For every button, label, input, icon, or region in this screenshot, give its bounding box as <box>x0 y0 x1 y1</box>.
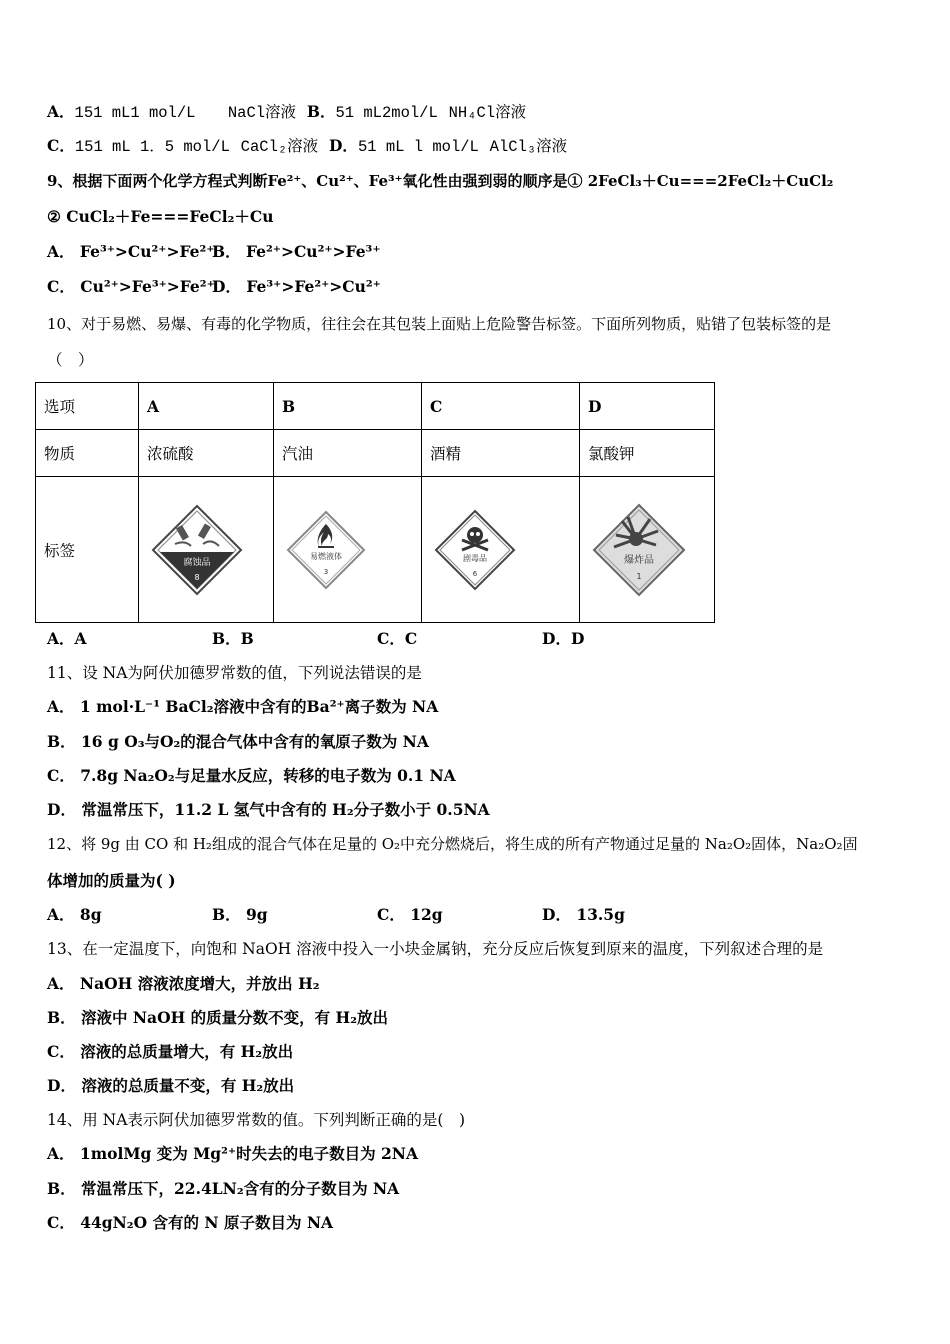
q9-option-a: A． Fe³⁺>Cu²⁺>Fe²⁺ <box>47 242 215 261</box>
table-cell: C <box>422 383 580 430</box>
q13-stem: 13、在一定温度下，向饱和 NaOH 溶液中投入一小块金属钠，充分反应后恢复到原来的温度，下列叙述合理的是 <box>47 940 824 958</box>
q9-stem: 9、根据下面两个化学方程式判断Fe²⁺、Cu²⁺、Fe³⁺氧化性由强到弱的顺序是① 2FeCl₃＋Cu===2FeCl₂＋CuCl₂ <box>47 172 834 190</box>
q8-option-a-text: 151 mL1 mol/L <box>74 104 196 122</box>
table-cell <box>139 477 274 623</box>
q8-option-c-letter: C． <box>47 136 75 155</box>
q8-option-a-letter: A． <box>47 102 75 121</box>
q9-option-row-cd <box>47 276 381 298</box>
q8-option-c-solution: CaCl₂溶液 <box>240 138 319 156</box>
q10-options <box>47 628 584 650</box>
table-cell: 选项 <box>36 383 139 430</box>
q14-stem: 14、用 NA表示阿伏加德罗常数的值。下列判断正确的是( ) <box>47 1111 466 1129</box>
q10-stem: 10、对于易燃、易爆、有毒的化学物质，往往会在其包装上面贴上危险警告标签。下面所列物质，贴错了包装标签的是 <box>47 315 832 333</box>
flammable-liquid-sign-icon <box>286 510 366 590</box>
q8-option-b-solution: NH₄Cl溶液 <box>448 104 527 122</box>
table-cell: 物质 <box>36 430 139 477</box>
table-row <box>36 430 715 477</box>
table-cell: A <box>139 383 274 430</box>
sign-number: 6 <box>472 569 478 578</box>
q14-option-a: A． 1molMg 变为 Mg²⁺时失去的电子数目为 2NA <box>47 1144 418 1163</box>
q11-option-a: A． 1 mol·L⁻¹ BaCl₂溶液中含有的Ba²⁺离子数为 NA <box>47 697 439 716</box>
q8-option-d-letter: D． <box>328 136 358 155</box>
q9-stem-line2: ② CuCl₂＋Fe===FeCl₂＋Cu <box>47 207 274 226</box>
q12-option-c: C． 12g <box>377 905 443 924</box>
q8-option-d-text: 51 mL l mol/L <box>357 138 479 156</box>
table-cell: 汽油 <box>274 430 422 477</box>
table-cell: D <box>580 383 715 430</box>
q13-option-d: D． 溶液的总质量不变，有 H₂放出 <box>47 1076 295 1095</box>
sign-number: 1 <box>636 571 642 581</box>
q10-option-a: A．A <box>47 629 87 648</box>
q10-table <box>35 382 715 623</box>
sign-text: 爆炸品 <box>624 554 654 566</box>
q12-options <box>47 904 625 926</box>
table-cell <box>422 477 580 623</box>
q14-option-c: C． 44gN₂O 含有的 N 原子数目为 NA <box>47 1213 334 1232</box>
sign-text: 腐蚀品 <box>183 557 211 568</box>
table-cell <box>274 477 422 623</box>
q12-option-a: A． 8g <box>47 905 102 924</box>
q8-option-b-text: 51 mL2mol/L <box>335 104 438 122</box>
table-cell: 标签 <box>36 477 139 623</box>
table-cell <box>580 477 715 623</box>
q14-option-b: B． 常温常压下，22.4LN₂含有的分子数目为 NA <box>47 1179 400 1198</box>
q9-option-c: C． Cu²⁺>Fe³⁺>Fe²⁺ <box>47 277 215 296</box>
q8-option-d-solution: AlCl₃溶液 <box>489 138 568 156</box>
table-row <box>36 477 715 623</box>
q9-option-row-ab <box>47 241 381 263</box>
q12-option-d: D． 13.5g <box>542 905 625 924</box>
q9-option-b: B． Fe²⁺>Cu²⁺>Fe³⁺ <box>212 242 381 261</box>
q12-stem: 12、将 9g 由 CO 和 H₂组成的混合气体在足量的 O₂中充分燃烧后，将生成的所有产物通过足量的 Na₂O₂固体，Na₂O₂固 <box>47 835 858 853</box>
q10-option-d: D．D <box>542 629 585 648</box>
q11-option-c: C． 7.8g Na₂O₂与足量水反应，转移的电子数为 0.1 NA <box>47 766 456 785</box>
table-cell: 酒精 <box>422 430 580 477</box>
sign-number: 8 <box>194 572 200 582</box>
q10-option-b: B．B <box>212 629 254 648</box>
q8-option-row-ab <box>47 101 526 124</box>
q9-option-d: D． Fe³⁺>Fe²⁺>Cu²⁺ <box>212 277 381 296</box>
q10-option-c: C．C <box>377 629 418 648</box>
q12-stem-line2: 体增加的质量为( ) <box>47 871 176 890</box>
q8-option-row-cd <box>47 135 567 158</box>
table-cell: 氯酸钾 <box>580 430 715 477</box>
q8-option-a-solution: NaCl溶液 <box>227 104 297 122</box>
q12-option-b: B． 9g <box>212 905 268 924</box>
q10-paren: （ ） <box>47 351 94 369</box>
sign-number: 3 <box>323 567 329 576</box>
corrosive-sign-icon <box>151 504 243 596</box>
sign-text: 剧毒品 <box>463 553 487 563</box>
q11-stem: 11、设 NA为阿伏加德罗常数的值，下列说法错误的是 <box>47 664 422 682</box>
table-cell: 浓硫酸 <box>139 430 274 477</box>
sign-text: 易燃液体 <box>310 551 342 561</box>
q13-option-a: A． NaOH 溶液浓度增大，并放出 H₂ <box>47 974 320 993</box>
q8-option-c-text: 151 mL 1．5 mol/L <box>74 138 230 156</box>
toxic-sign-icon <box>434 509 516 591</box>
table-header-row <box>36 383 715 430</box>
q8-option-b-letter: B． <box>306 102 336 121</box>
table-cell: B <box>274 383 422 430</box>
explosive-sign-icon <box>592 503 686 597</box>
q11-option-b: B． 16 g O₃与O₂的混合气体中含有的氧原子数为 NA <box>47 732 429 751</box>
q13-option-c: C． 溶液的总质量增大，有 H₂放出 <box>47 1042 294 1061</box>
q11-option-d: D． 常温常压下，11.2 L 氢气中含有的 H₂分子数小于 0.5NA <box>47 800 490 819</box>
q13-option-b: B． 溶液中 NaOH 的质量分数不变，有 H₂放出 <box>47 1008 388 1027</box>
